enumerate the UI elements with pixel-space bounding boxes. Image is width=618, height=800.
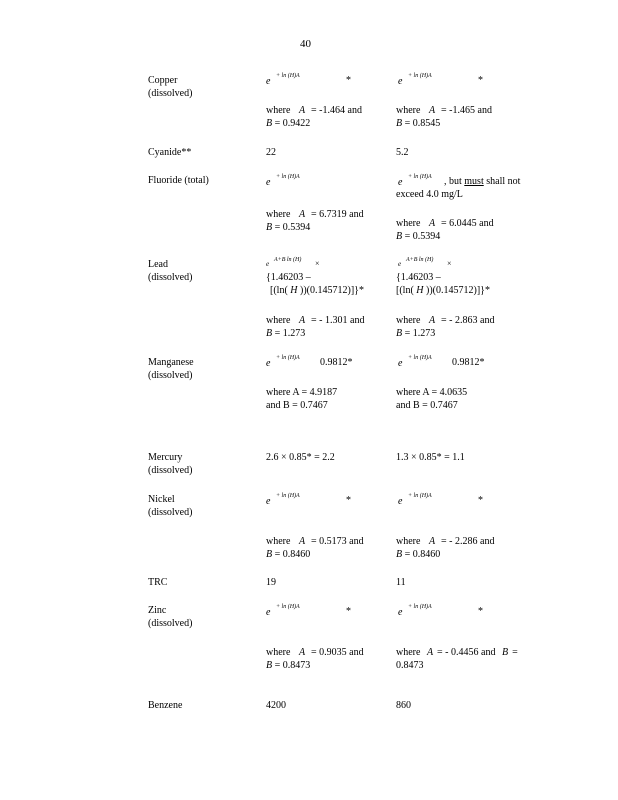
pollutant-mercury: Mercury — [148, 452, 183, 463]
pollutant-copper-qualifier: (dissolved) — [148, 88, 193, 99]
lead-col2-exponent: A+B ln (H) — [406, 257, 434, 263]
pollutant-trc: TRC — [148, 577, 168, 588]
lead-col1-exponent: A+B ln (H) — [274, 257, 302, 263]
lead-col2-where: where A = - 2.863 and — [396, 315, 495, 326]
trc-col1-value: 19 — [266, 577, 276, 588]
fluoride-col1-e: e — [266, 177, 271, 188]
lead-col1-e: e — [266, 260, 270, 268]
lead-col2-line2: [(ln( H ))(0.145712)]}* — [396, 285, 490, 296]
pollutant-zinc-qualifier: (dissolved) — [148, 618, 193, 629]
nickel-col2-where: where A = - 2.286 and — [396, 536, 495, 547]
mercury-col1-value: 2.6 × 0.85* = 2.2 — [266, 452, 335, 463]
trc-col2-value: 11 — [396, 577, 406, 588]
fluoride-col2-where: where A = 6.0445 and — [396, 218, 494, 229]
cyanide-col1-value: 22 — [266, 147, 276, 158]
manganese-col1-e: e — [266, 358, 271, 369]
zinc-col1-tail: * — [346, 606, 351, 617]
manganese-col2-e: e — [398, 358, 403, 369]
nickel-col1-exponent: + ln (H)A — [276, 493, 300, 499]
nickel-col1-b: B = 0.8460 — [266, 549, 311, 560]
manganese-col1-where: where A = 4.9187 — [266, 387, 338, 398]
pollutant-manganese: Manganese — [148, 357, 194, 368]
pollutant-lead: Lead — [148, 259, 168, 270]
page-number: 40 — [300, 38, 311, 50]
zinc-col1-e: e — [266, 607, 271, 618]
copper-col1-e: e — [266, 76, 271, 87]
fluoride-col2-note2: exceed 4.0 mg/L — [396, 189, 463, 200]
lead-col2-b: B = 1.273 — [396, 328, 436, 339]
lead-col1-line2: [(ln( H ))(0.145712)]}* — [270, 285, 364, 296]
pollutant-copper: Copper — [148, 75, 178, 86]
pollutant-benzene: Benzene — [148, 700, 183, 711]
lead-col2-times: × — [447, 259, 452, 268]
zinc-col2-e: e — [398, 607, 403, 618]
pollutant-nickel: Nickel — [148, 494, 175, 505]
lead-col1-b: B = 1.273 — [266, 328, 306, 339]
manganese-col2-where: where A = 4.0635 — [396, 387, 468, 398]
benzene-col1-value: 4200 — [266, 700, 286, 711]
copper-col1-tail: * — [346, 75, 351, 86]
cyanide-col2-value: 5.2 — [396, 147, 409, 158]
zinc-col2-b: 0.8473 — [396, 660, 424, 671]
manganese-col1-b: and B = 0.7467 — [266, 400, 328, 411]
lead-col1-line1: {1.46203 – — [266, 272, 311, 283]
lead-col2-line1: {1.46203 – — [396, 272, 441, 283]
nickel-col2-e: e — [398, 496, 403, 507]
fluoride-col2-exponent: + ln (H)A — [408, 174, 432, 180]
nickel-col2-tail: * — [478, 495, 483, 506]
zinc-col2-exponent: + ln (H)A — [408, 604, 432, 610]
copper-col2-e: e — [398, 76, 403, 87]
pollutant-nickel-qualifier: (dissolved) — [148, 507, 193, 518]
nickel-col1-e: e — [266, 496, 271, 507]
copper-col2-where: where A = -1.465 and — [396, 105, 492, 116]
lead-col1-times: × — [315, 259, 320, 268]
lead-col1-where: where A = - 1.301 and — [266, 315, 365, 326]
copper-col1-exponent: + ln (H)A — [276, 73, 300, 79]
copper-col2-b: B = 0.8545 — [396, 118, 441, 129]
copper-col2-exponent: + ln (H)A — [408, 73, 432, 79]
manganese-col2-exponent: + ln (H)A — [408, 355, 432, 361]
pollutant-cyanide: Cyanide** — [148, 147, 192, 158]
pollutant-mercury-qualifier: (dissolved) — [148, 465, 193, 476]
manganese-col1-tail: 0.9812* — [320, 357, 353, 368]
fluoride-col1-b: B = 0.5394 — [266, 222, 311, 233]
nickel-col1-where: where A = 0.5173 and — [266, 536, 364, 547]
manganese-col2-b: and B = 0.7467 — [396, 400, 458, 411]
pollutant-zinc: Zinc — [148, 605, 167, 616]
nickel-col2-exponent: + ln (H)A — [408, 493, 432, 499]
fluoride-col1-where: where A = 6.7319 and — [266, 209, 364, 220]
copper-col1-b: B = 0.9422 — [266, 118, 311, 129]
zinc-col2-tail: * — [478, 606, 483, 617]
mercury-col2-value: 1.3 × 0.85* = 1.1 — [396, 452, 465, 463]
zinc-col1-b: B = 0.8473 — [266, 660, 311, 671]
manganese-col2-tail: 0.9812* — [452, 357, 485, 368]
zinc-col2-where: where A = - 0.4456 and B = — [396, 647, 518, 658]
pollutant-lead-qualifier: (dissolved) — [148, 272, 193, 283]
pollutant-manganese-qualifier: (dissolved) — [148, 370, 193, 381]
copper-col1-where: where A = -1.464 and — [266, 105, 362, 116]
fluoride-col2-e: e — [398, 177, 403, 188]
copper-col2-tail: * — [478, 75, 483, 86]
zinc-col1-where: where A = 0.9035 and — [266, 647, 364, 658]
fluoride-col2-note: , but must shall not — [444, 176, 521, 187]
manganese-col1-exponent: + ln (H)A — [276, 355, 300, 361]
fluoride-col1-exponent: + ln (H)A — [276, 174, 300, 180]
benzene-col2-value: 860 — [396, 700, 411, 711]
lead-col2-e: e — [398, 260, 402, 268]
fluoride-col2-b: B = 0.5394 — [396, 231, 441, 242]
nickel-col2-b: B = 0.8460 — [396, 549, 441, 560]
pollutant-fluoride: Fluoride (total) — [148, 175, 209, 186]
nickel-col1-tail: * — [346, 495, 351, 506]
zinc-col1-exponent: + ln (H)A — [276, 604, 300, 610]
